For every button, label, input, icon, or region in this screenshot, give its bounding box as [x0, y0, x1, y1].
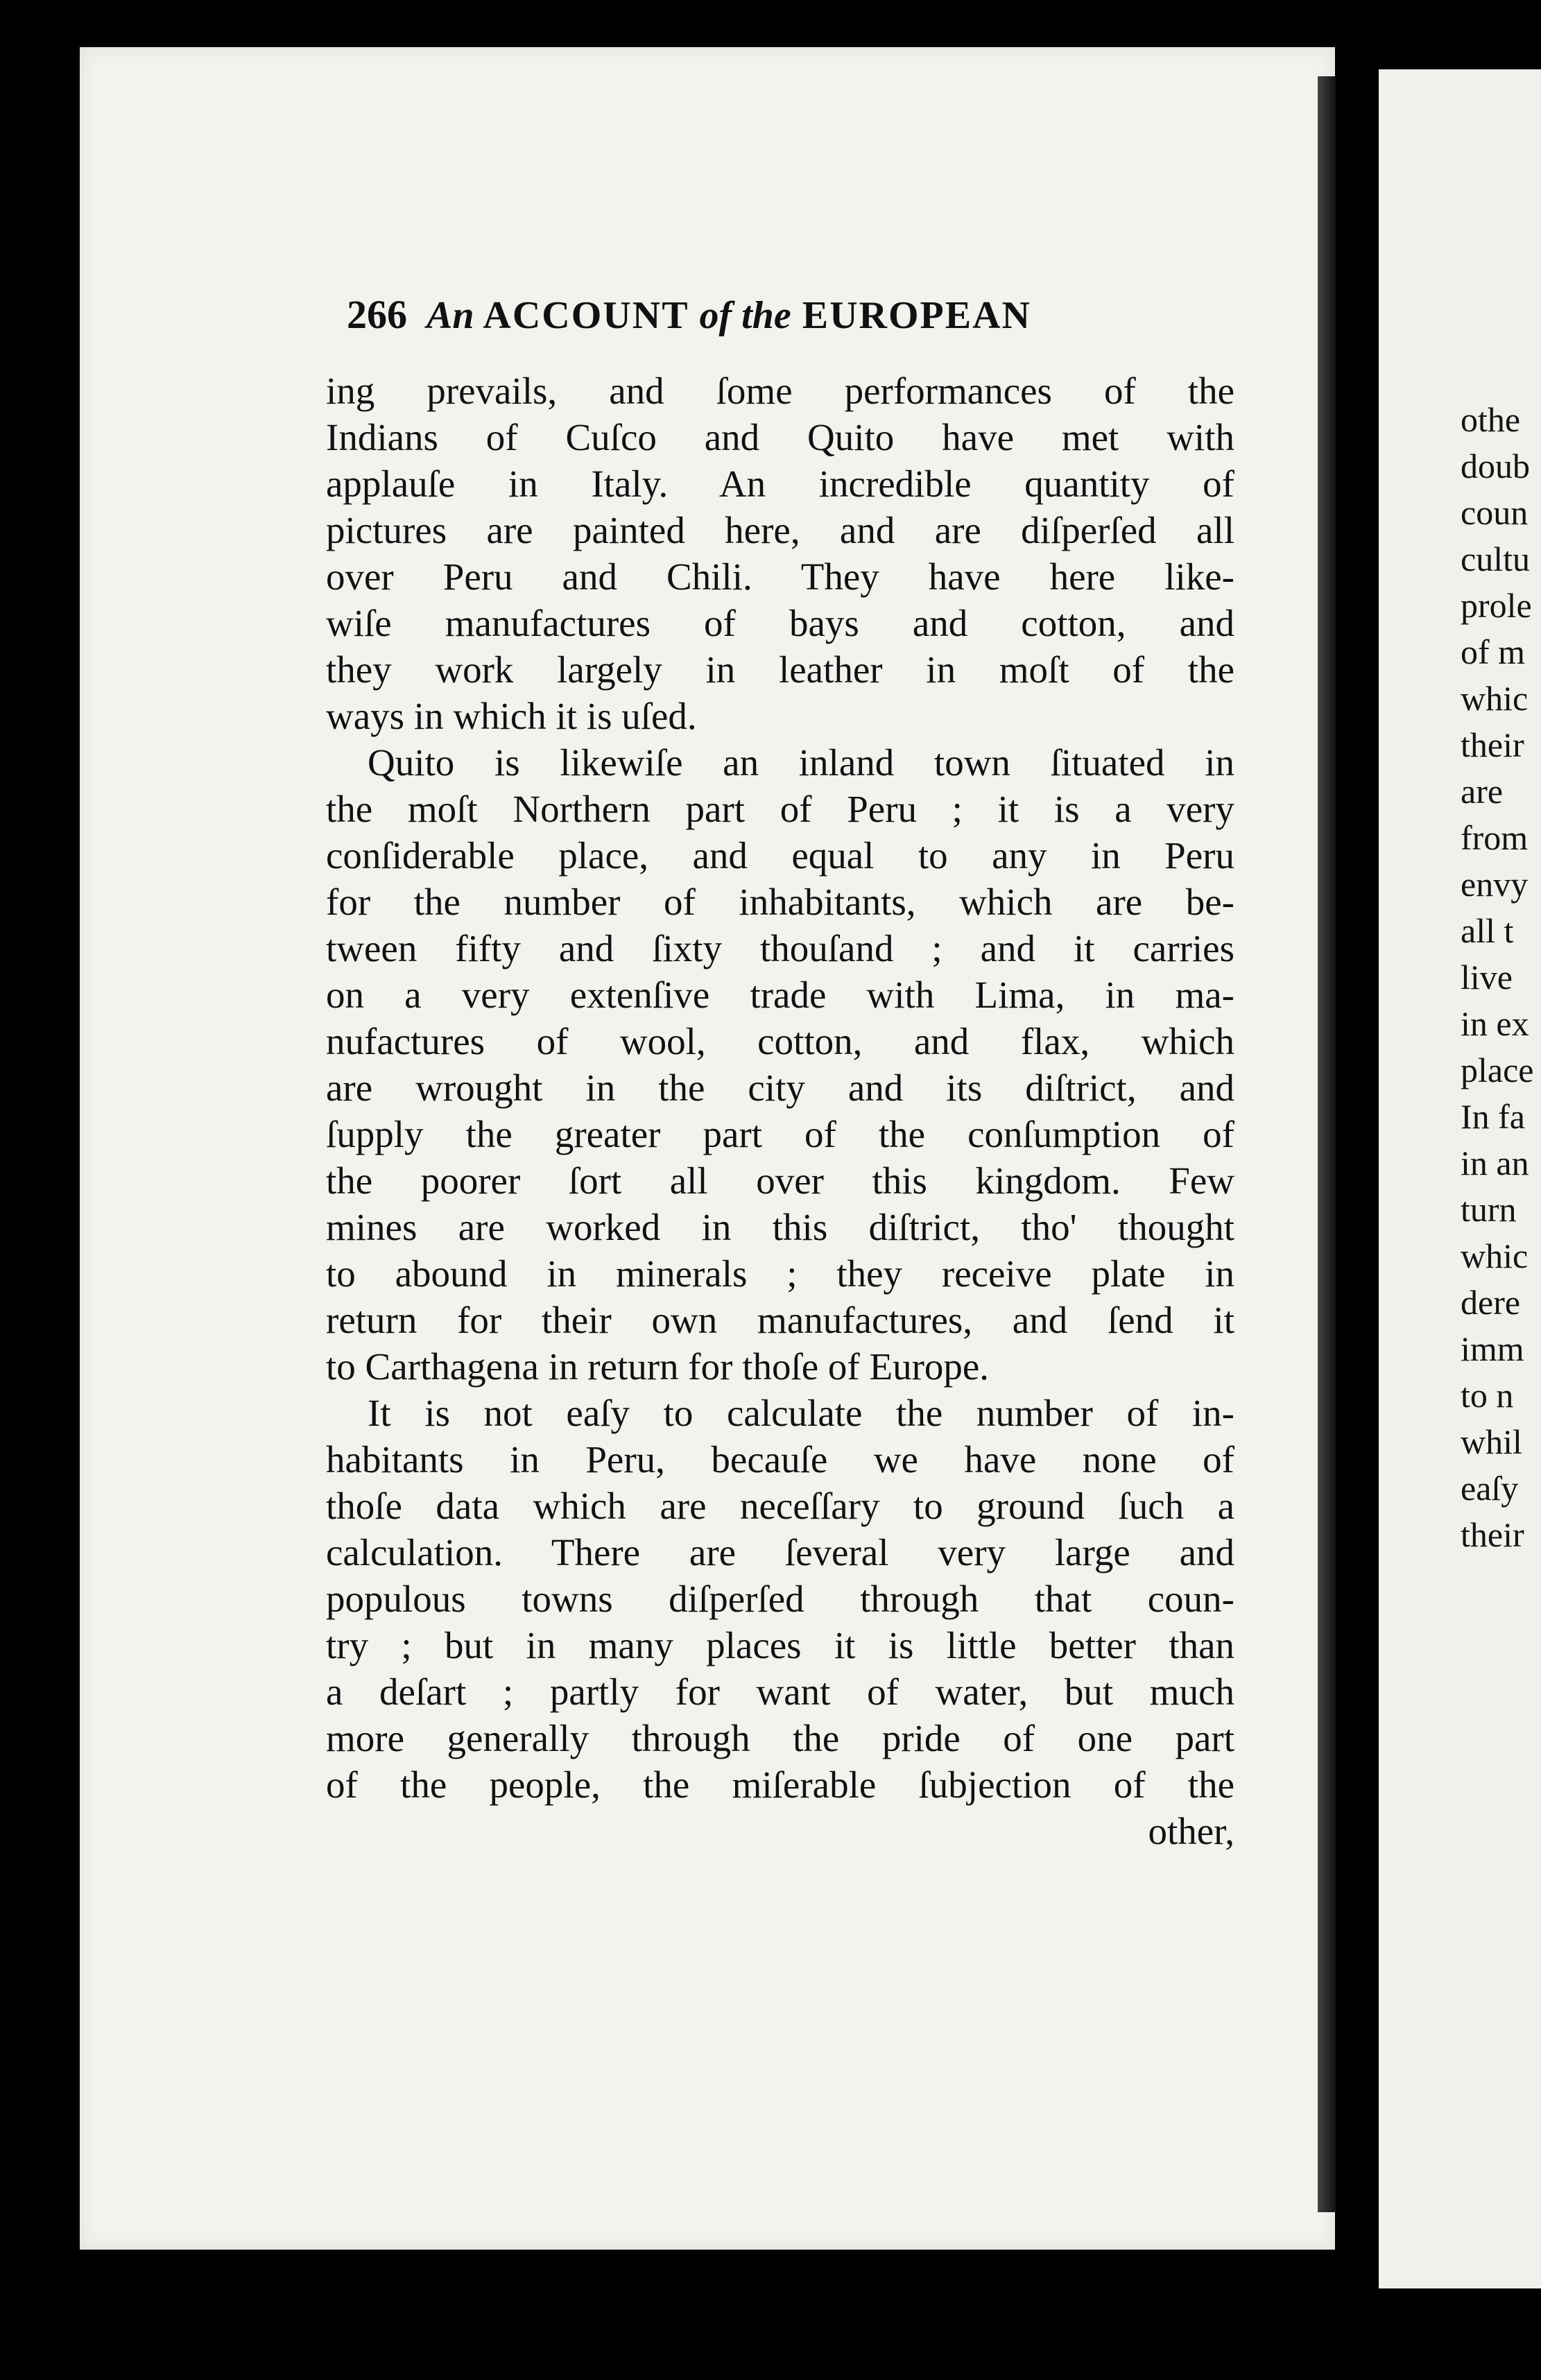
text-line: ſupply the greater part of the conſumption of [326, 1113, 1234, 1155]
text-line: It is not eaſy to calculate the number of in- [368, 1392, 1234, 1434]
page-gutter-shadow [1318, 76, 1336, 2212]
page-number: 266 [347, 292, 407, 337]
facing-page-fragment: cultu [1461, 540, 1530, 578]
facing-page-fragment: all t [1461, 911, 1514, 950]
text-line: habitants in Peru, becauſe we have none of [326, 1438, 1234, 1481]
facing-page-fragment: from [1461, 818, 1529, 857]
text-line: more generally through the pride of one part [326, 1717, 1234, 1759]
book-page-right [1379, 69, 1541, 2288]
facing-page-fragment: imm [1461, 1329, 1524, 1368]
facing-page-fragment: doub [1461, 447, 1530, 485]
facing-page-fragment: In fa [1461, 1097, 1525, 1136]
text-line: to abound in minerals ; they receive plate in [326, 1252, 1234, 1295]
text-line: to Carthagena in return for thoſe of Europe. [326, 1345, 990, 1388]
running-head-title [427, 293, 1031, 338]
text-line: are wrought in the city and its diſtrict, and [326, 1067, 1234, 1109]
text-line: for the number of inhabitants, which are be- [326, 881, 1234, 923]
text-line: applauſe in Italy. An incredible quantity of [326, 463, 1234, 505]
running-head-of-the: of the [699, 294, 791, 337]
text-line: populous towns diſperſed through that coun- [326, 1578, 1234, 1620]
facing-page-fragment: in ex [1461, 1004, 1529, 1043]
text-line: on a very extenſive trade with Lima, in ma- [326, 974, 1234, 1016]
facing-page-fragment: turn [1461, 1190, 1517, 1229]
text-line: they work largely in leather in moſt of the [326, 648, 1234, 691]
text-line: pictures are painted here, and are diſperſed all [326, 509, 1234, 551]
text-line: tween fifty and ſixty thouſand ; and it carries [326, 927, 1234, 969]
text-line: calculation. There are ſeveral very large and [326, 1531, 1234, 1573]
facing-page-fragment: are [1461, 772, 1504, 811]
facing-page-fragment: whil [1461, 1422, 1522, 1461]
facing-page-fragment: their [1461, 1515, 1524, 1554]
text-line: nufactures of wool, cotton, and flax, which [326, 1020, 1234, 1062]
facing-page-fragment: live [1461, 958, 1513, 997]
text-line: ing prevails, and ſome performances of the [326, 370, 1234, 412]
facing-page-fragment: to n [1461, 1376, 1514, 1415]
text-line: wiſe manufactures of bays and cotton, and [326, 602, 1234, 644]
text-line: thoſe data which are neceſſary to ground ſuch a [326, 1485, 1234, 1527]
facing-page-fragment: of m [1461, 632, 1526, 671]
text-line: mines are worked in this diſtrict, tho' thought [326, 1206, 1234, 1248]
text-line: over Peru and Chili. They have here like- [326, 555, 1234, 598]
facing-page-fragment: coun [1461, 493, 1529, 532]
text-line: return for their own manufactures, and ſend it [326, 1299, 1234, 1341]
running-header [347, 291, 1165, 338]
text-line: Quito is likewiſe an inland town ſituated in [368, 741, 1234, 784]
text-line: conſiderable place, and equal to any in Peru [326, 834, 1234, 877]
facing-page-fragment: dere [1461, 1283, 1521, 1322]
catchword: other, [1148, 1810, 1234, 1852]
running-head-account: ACCOUNT [483, 294, 689, 337]
body-text [326, 368, 1234, 1854]
facing-page-fragment: whic [1461, 679, 1529, 718]
running-head-european: EUROPEAN [802, 294, 1031, 337]
facing-page-fragment: in an [1461, 1144, 1529, 1182]
facing-page-fragment: othe [1461, 400, 1521, 439]
facing-page-fragment: envy [1461, 865, 1529, 904]
text-line: a deſart ; partly for want of water, but much [326, 1671, 1234, 1713]
text-line: the poorer ſort all over this kingdom. Few [326, 1159, 1234, 1202]
text-line: of the people, the miſerable ſubjection of the [326, 1764, 1234, 1806]
facing-page-fragment: whic [1461, 1236, 1529, 1275]
text-line: ways in which it is uſed. [326, 695, 697, 737]
facing-page-fragment: their [1461, 725, 1524, 764]
text-line: try ; but in many places it is little better than [326, 1624, 1234, 1666]
facing-page-fragment: place [1461, 1051, 1534, 1089]
running-head-an: An [427, 294, 474, 337]
facing-page-fragment: eaſy [1461, 1469, 1519, 1508]
text-line: Indians of Cuſco and Quito have met with [326, 416, 1234, 458]
text-line: the moſt Northern part of Peru ; it is a very [326, 788, 1234, 830]
facing-page-fragment: prole [1461, 586, 1532, 625]
